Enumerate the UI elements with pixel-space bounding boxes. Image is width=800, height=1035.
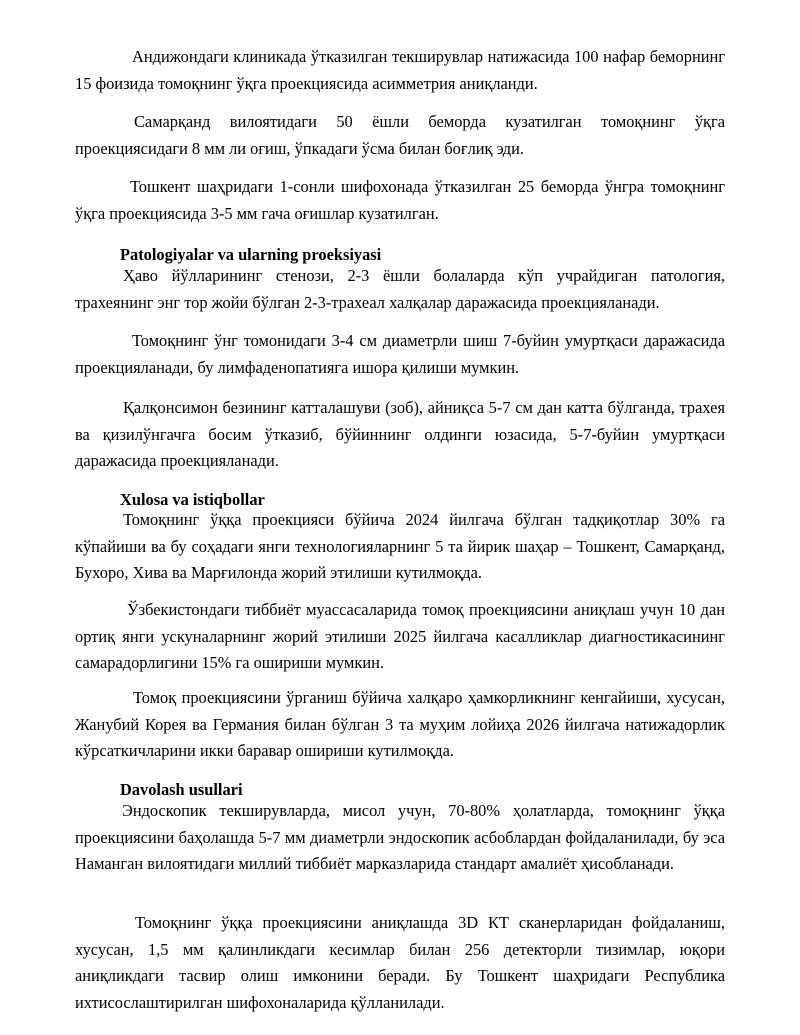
paragraph-endoscopic-examinations: Эндоскопик текширувларда, мисол учун, 70-80% ҳолатларда, томоқнинг ўққа проекциясини баҳолашда 5-7 мм диаметрли эндоскопик асбоблардан фойдаланилади, бу эса Наманган вилоятидаги миллий тиббиёт марказларида стандарт амалиёт ҳисобланади. (75, 801, 725, 873)
section-heading-treatment-methods: Davolash usullari (120, 780, 243, 799)
paragraph-research-forecast: Томоқнинг ўққа проекцияси бўйича 2024 йилгача бўлган тадқиқотлар 30% га кўпайиши ва бу соҳадаги янги технологияларнинг 5 та йирик шаҳар – Тошкент, Самарқанд, Бухоро, Хива ва Марғилонда жорий этилиши кутилмоқда. (75, 510, 725, 582)
paragraph-airway-stenosis: Ҳаво йўлларининг стенози, 2-3 ёшли болаларда кўп учрайдиган патология, трахеянинг энг тор жойи бўлган 2-3-трахеал халқалар даражасида проекцияланади. (75, 266, 725, 312)
paragraph-tashkent-hospital: Тошкент шаҳридаги 1-сонли шифохонада ўтказилган 25 беморда ўнгра томоқнинг ўқга проекциясида 3-5 мм гача оғишлар кузатилган. (75, 177, 725, 223)
paragraph-andijan-clinic: Андижондаги клиникада ўтказилган текширувлар натижасида 100 нафар беморнинг 15 фоизида томоқнинг ўқга проекциясида асимметрия аниқланди. (75, 47, 725, 93)
paragraph-neck-swelling: Томоқнинг ўнг томонидаги 3-4 см диаметрли шиш 7-буйин умуртқаси даражасида проекцияланади, бу лимфаденопатияга ишора қилиши мумкин. (75, 331, 725, 377)
paragraph-new-equipment: Ўзбекистондаги тиббиёт муассасаларида томоқ проекциясини аниқлаш учун 10 дан ортиқ янги ускуналарнинг жорий этилиши 2025 йилгача касалликлар диагностикасининг самарадорлигини 15% га ошириши мумкин. (75, 600, 725, 672)
paragraph-thyroid-enlargement: Қалқонсимон безининг катталашуви (зоб), айниқса 5-7 см дан катта бўлганда, трахея ва қизилўнгачга босим ўтказиб, бўйиннинг олдинги юзасида, 5-7-буйин умуртқаси даражасида проекцияланади. (75, 398, 725, 470)
section-heading-conclusions: Xulosa va istiqbollar (120, 490, 265, 509)
paragraph-international-cooperation: Томоқ проекциясини ўрганиш бўйича халқаро ҳамкорликнинг кенгайиши, хусусан, Жанубий Корея ва Германия билан бўлган 3 та муҳим лойиҳа 2026 йилгача натижадорлик кўрсаткичларини икки баравар ошириши кутилмоқда. (75, 688, 725, 760)
paragraph-3d-ct-scanning: Томоқнинг ўққа проекциясини аниқлашда 3D КТ сканерларидан фойдаланиш, хусусан, 1,5 мм қалинликдаги кесимлар билан 256 детекторли тизимлар, юқори аниқликдаги тасвир олиш имконини беради. Бу Тошкент шаҳридаги Республика ихтисослаштирилган шифохоналарида қўлланилади. (75, 913, 725, 1012)
paragraph-samarkand-patient: Самарқанд вилоятидаги 50 ёшли беморда кузатилган томоқнинг ўқга проекциясидаги 8 мм ли оғиш, ўпкадаги ўсма билан боғлиқ эди. (75, 112, 725, 158)
section-heading-pathologies: Patologiyalar va ularning proeksiyasi (120, 245, 382, 264)
